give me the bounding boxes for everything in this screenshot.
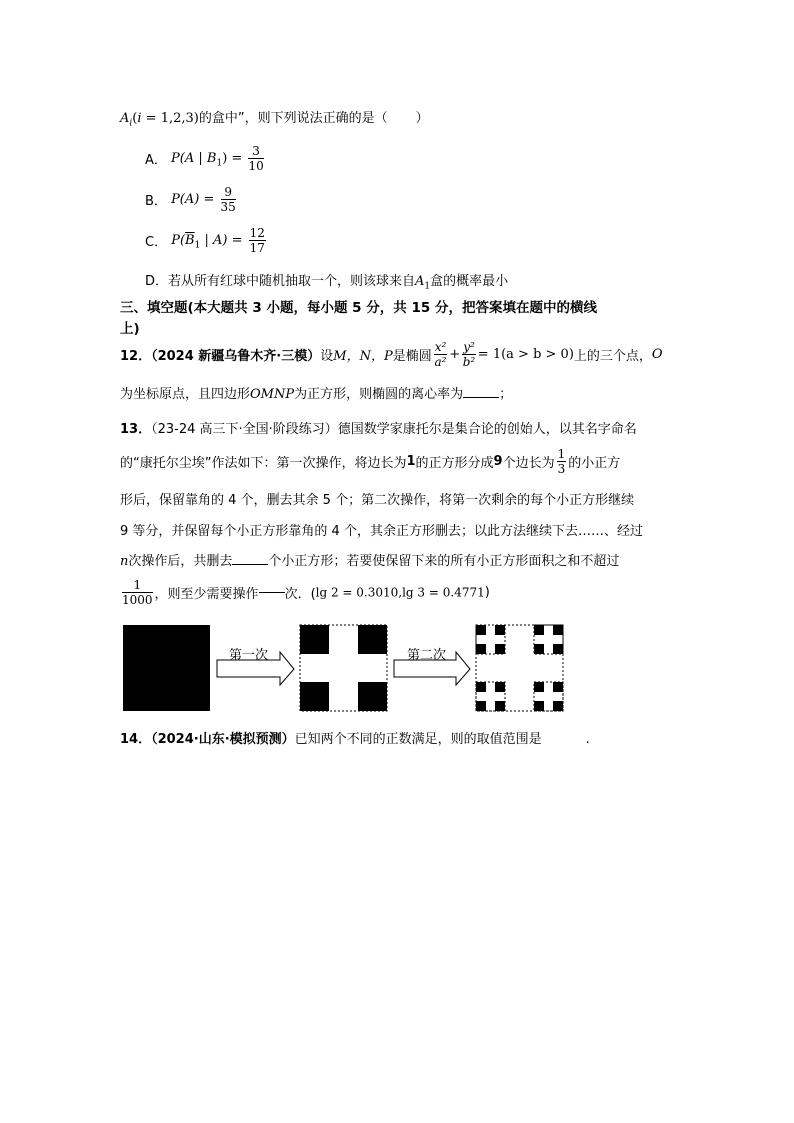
option-d-label: D．: [145, 274, 169, 289]
math-sub-i: i: [129, 118, 133, 129]
cantor-dust-figure: [120, 622, 570, 714]
q13-operations-blank[interactable]: [259, 592, 285, 593]
q12-frac-x: $\frac{\text{x²}}{\text{a²}}$: [434, 340, 447, 369]
option-c-bar-b: $\overline{B}$: [185, 233, 195, 248]
option-b-lhs: P(A) =: [171, 192, 215, 207]
q13-line6: $\frac{1}{1000}$ ，则至少需要操作 次．(lg 2 = 0.3010,lg 3 = 0.4771): [122, 578, 490, 607]
q13-thousandth-fraction: $\frac{1}{1000}$: [122, 578, 153, 607]
q12-line2: 为坐标原点，且四边形OMNP为正方形，则椭圆的离心率为 ；: [120, 387, 513, 402]
arrow-first: [217, 647, 294, 685]
section-heading: 三、填空题(本大题共 3 小题，每小题 5 分，共 15 分，把答案填在题中的横线: [120, 300, 597, 316]
q13-line2: 的“康托尔尘埃”作法如下：第一次操作，将边长为1的正方形分成9个边长为 $\frac{1}{3}$ 的小正方: [120, 447, 621, 476]
stage2-square: [476, 625, 563, 711]
q13-line3: 形后，保留靠角的 4 个，删去其余 5 个；第二次操作，将第一次剩余的每个小正方形继续: [120, 493, 635, 508]
q12-frac-y: $\frac{\text{y²}}{\text{b²}}$: [462, 340, 476, 369]
option-b: [145, 185, 238, 214]
option-c: C． $P(\overline{B}_1$ | A) = $\frac{12}{17}$: [145, 226, 265, 255]
q13-line4: 9 等分，并保留每个小正方形靠角的 4 个，其余正方形删去；以此方法继续下去……、经过: [120, 524, 643, 539]
q14-line: 14．（2024·山东·模拟预测）已知两个不同的正数满足，则的取值范围是 .: [120, 732, 590, 747]
arrow-second-label: 第二次: [407, 648, 447, 663]
option-c-label: C．: [145, 235, 168, 250]
arrow-first-label: 第一次: [229, 648, 269, 663]
q13-line1: 13．（23-24 高三下·全国·阶段练习）德国数学家康托尔是集合论的创始人，以其名字命名: [120, 422, 637, 437]
option-d: D．若从所有红球中随机抽取一个，则该球来自$A_1$盒的概率最小: [145, 274, 509, 292]
q12-answer-blank[interactable]: [463, 397, 499, 398]
q13-third-fraction: $\frac{1}{3}$: [557, 447, 566, 476]
q13-line5: n次操作后，共删去 个小正方形；若要使保留下来的所有小正方形面积之和不超过: [120, 554, 620, 569]
q11-close: ）: [415, 111, 429, 126]
q13-deleted-blank[interactable]: [232, 564, 268, 565]
option-b-label: B．: [145, 194, 167, 209]
option-a-fraction: $\frac{3}{10}$: [248, 144, 264, 173]
option-a: A． P(A | $B_1$) = $\frac{3}{10}$: [145, 144, 264, 173]
q11-tail-line: [120, 107, 429, 129]
section-heading-cont: 上): [120, 321, 140, 337]
arrow-second: [394, 647, 470, 685]
q12-line1: 12．（2024 新疆乌鲁木齐·三模）设M，N，P是椭圆 $\frac{\text{x²}}{\text{a²}}$ + $\frac{\text{y²}}{\text{b²}}$ = 1(a > b > 0)上的三个点，O: [120, 340, 663, 369]
q11-text: 的盒中”，则下列说法正确的是（: [198, 111, 388, 126]
set-paren: (i = 1,2,3): [132, 111, 199, 126]
math-A: A: [120, 111, 130, 126]
option-a-label: A．: [145, 153, 167, 168]
stage1-square: [300, 625, 387, 711]
stage0-square: [123, 625, 210, 711]
option-b-fraction: $\frac{9}{35}$: [220, 185, 236, 214]
option-a-lhs: P(A | B: [171, 151, 217, 166]
option-c-fraction: $\frac{12}{17}$: [249, 226, 265, 255]
